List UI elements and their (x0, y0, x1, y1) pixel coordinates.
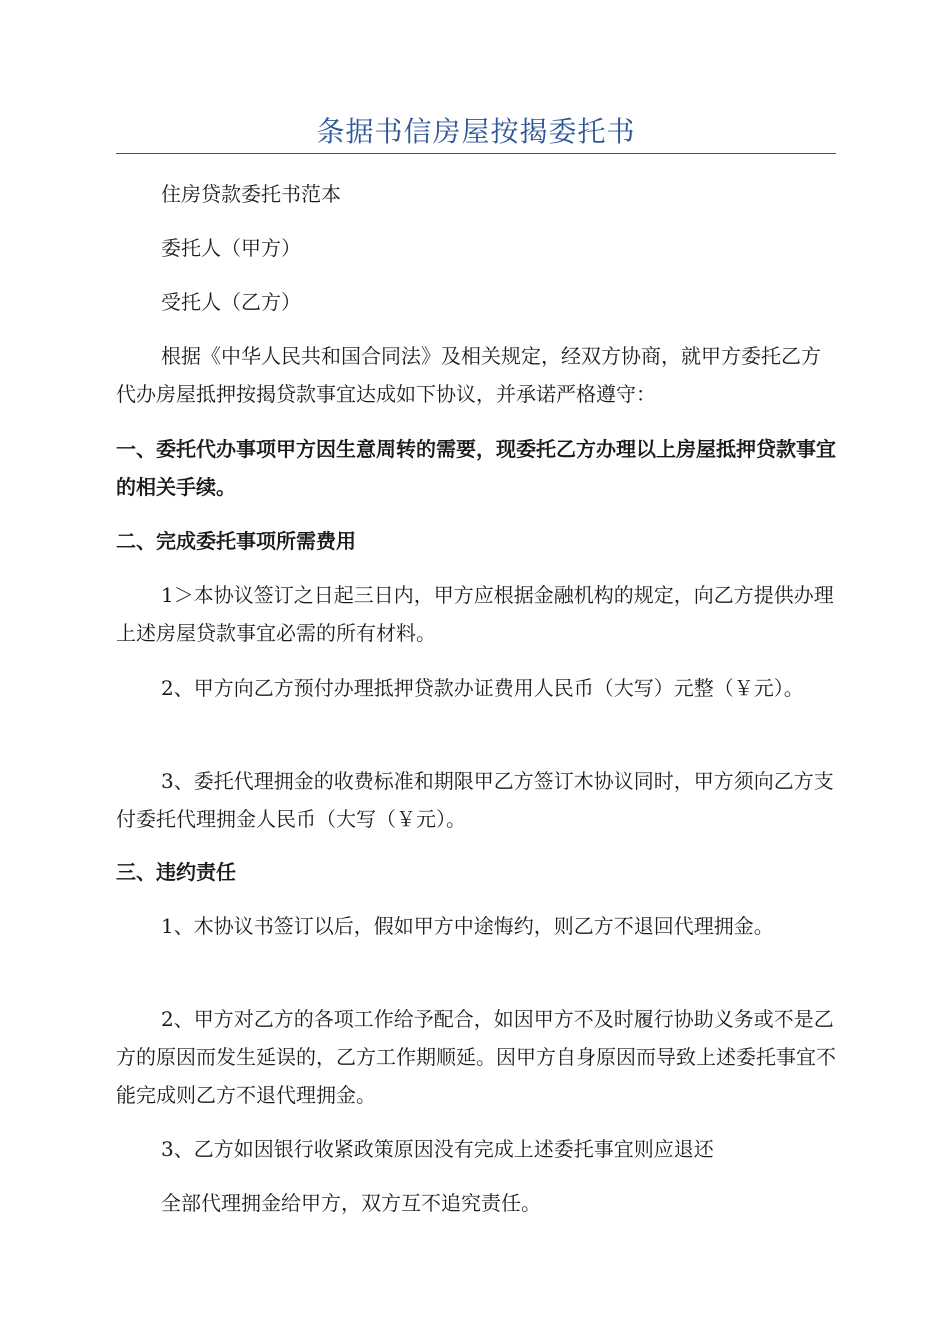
title-underline (116, 153, 836, 154)
paragraph-fee-1: 1＞本协议签订之日起三日内，甲方应根据金融机构的规定，向乙方提供办理上述房屋贷款事宜必需的所有材料。 (116, 583, 834, 645)
paragraph-liability-3-cont: 全部代理拥金给甲方，双方互不追究责任。 (161, 1191, 541, 1215)
paragraph-agent: 受托人（乙方） (161, 290, 301, 314)
section-heading-1: 一、委托代办事项甲方因生意周转的需要，现委托乙方办理以上房屋抵押贷款事宜的相关手续。 (116, 437, 836, 499)
paragraph-template-name: 住房贷款委托书范本 (161, 182, 341, 206)
paragraph-liability-1: 1、木协议书签订以后，假如甲方中途悔约，则乙方不退回代理拥金。 (161, 914, 774, 938)
section-heading-2: 二、完成委托事项所需费用 (116, 529, 356, 553)
document-page (116, 0, 836, 1344)
document-title: 条据书信房屋按揭委托书 (316, 115, 636, 148)
section-heading-3: 三、违约责任 (116, 860, 236, 884)
paragraph-preamble: 根据《中华人民共和国合同法》及相关规定，经双方协商，就甲方委托乙方代办房屋抵押按揭贷款事宜达成如下协议，并承诺严格遵守： (116, 344, 821, 406)
paragraph-principal: 委托人（甲方） (161, 236, 301, 260)
paragraph-fee-3: 3、委托代理拥金的收费标准和期限甲乙方签订木协议同时，甲方须向乙方支付委托代理拥金人民币（大写（￥元）。 (116, 769, 834, 831)
paragraph-liability-3: 3、乙方如因银行收紧政策原因没有完成上述委托事宜则应退还 (161, 1137, 714, 1161)
paragraph-liability-2: 2、甲方对乙方的各项工作给予配合，如因甲方不及时履行协助义务或不是乙方的原因而发生延误的，乙方工作期顺延。因甲方自身原因而导致上述委托事宜不能完成则乙方不退代理拥金。 (116, 1007, 836, 1107)
paragraph-fee-2: 2、甲方向乙方预付办理抵押贷款办证费用人民币（大写）元整（￥元）。 (161, 676, 804, 700)
